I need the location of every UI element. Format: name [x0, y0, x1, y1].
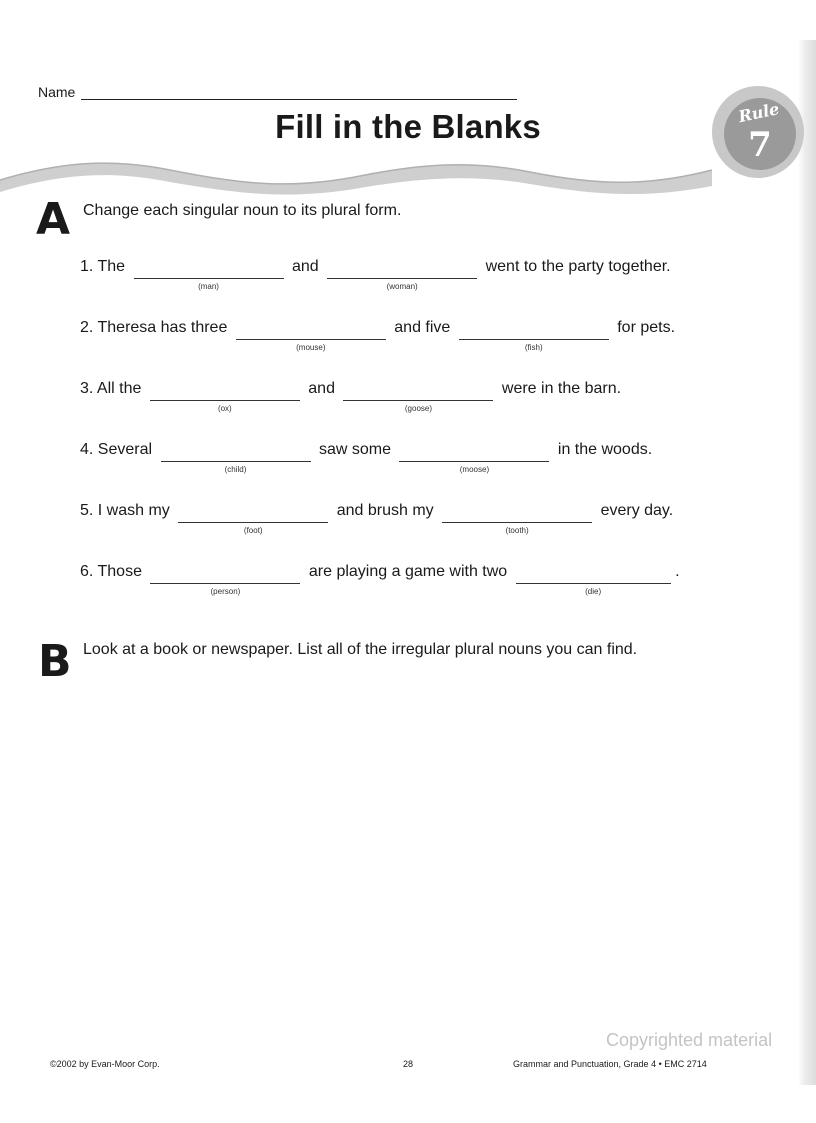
answer-blank[interactable]	[399, 441, 549, 474]
blank-hint: (mouse)	[296, 343, 326, 352]
item-text: saw some	[318, 441, 391, 458]
blank-hint: (fish)	[524, 343, 543, 352]
item-text: and	[308, 380, 335, 397]
item-text: in the woods.	[557, 441, 653, 458]
blank-hint: (goose)	[404, 404, 432, 413]
exercise-item-4	[80, 441, 653, 474]
item-text: 1. The	[80, 258, 126, 275]
badge-label: Rule	[736, 99, 781, 127]
answer-blank[interactable]	[178, 502, 328, 535]
answer-blank[interactable]	[134, 258, 284, 291]
item-text: for pets.	[617, 319, 676, 336]
exercise-item-6	[80, 563, 680, 596]
blank-hint: (woman)	[386, 282, 418, 291]
blank-hint: (foot)	[243, 526, 263, 535]
page-title: Fill in the Blanks	[275, 108, 541, 145]
rule-badge	[704, 84, 808, 184]
answer-blank[interactable]	[343, 380, 493, 413]
blank-hint: (person)	[210, 587, 241, 596]
item-text: 3. All the	[80, 380, 142, 397]
badge-number: 7	[748, 125, 772, 165]
answer-blank[interactable]	[150, 380, 300, 413]
item-text: every day.	[600, 502, 674, 519]
item-text: went to the party together.	[485, 258, 671, 275]
name-input-line[interactable]	[81, 85, 517, 100]
blank-hint: (moose)	[459, 465, 490, 474]
answer-blank[interactable]	[327, 258, 477, 291]
item-text: 4. Several	[80, 441, 153, 458]
title-wave-banner	[0, 140, 816, 200]
item-text: are playing a game with two	[308, 563, 508, 580]
item-text: and five	[394, 319, 451, 336]
exercise-item-1	[80, 258, 671, 291]
name-label: Name	[38, 84, 76, 100]
footer-book-info: Grammar and Punctuation, Grade 4 • EMC 2714	[513, 1059, 707, 1069]
item-text: .	[675, 563, 680, 580]
exercise-item-3	[80, 380, 622, 413]
answer-blank[interactable]	[442, 502, 592, 535]
blank-hint: (tooth)	[505, 526, 529, 535]
section-b-letter: B	[38, 636, 72, 687]
item-text: were in the barn.	[501, 380, 622, 397]
section-a-directions: Change each singular noun to its plural form.	[83, 202, 402, 219]
answer-blank[interactable]	[161, 441, 311, 474]
item-text: 2. Theresa has three	[80, 319, 228, 336]
answer-blank[interactable]	[236, 319, 386, 352]
item-text: 6. Those	[80, 563, 142, 580]
item-text: and brush my	[336, 502, 434, 519]
blank-hint: (ox)	[217, 404, 232, 413]
section-a-letter: A	[36, 194, 71, 245]
section-b-directions: Look at a book or newspaper. List all of the irregular plural nouns you can find.	[83, 641, 638, 658]
item-text: and	[291, 258, 319, 275]
watermark: Copyrighted material	[606, 1030, 773, 1050]
answer-blank[interactable]	[516, 563, 671, 596]
blank-hint: (die)	[585, 587, 602, 596]
blank-hint: (man)	[198, 282, 219, 291]
blank-hint: (child)	[224, 465, 247, 474]
exercise-item-5	[80, 502, 674, 535]
footer-page-number: 28	[403, 1059, 414, 1069]
item-text: 5. I wash my	[80, 502, 170, 519]
answer-blank[interactable]	[459, 319, 609, 352]
answer-blank[interactable]	[150, 563, 300, 596]
name-field[interactable]	[38, 84, 517, 100]
footer-copyright: ©2002 by Evan-Moor Corp.	[50, 1059, 160, 1069]
exercise-item-2	[80, 319, 676, 352]
